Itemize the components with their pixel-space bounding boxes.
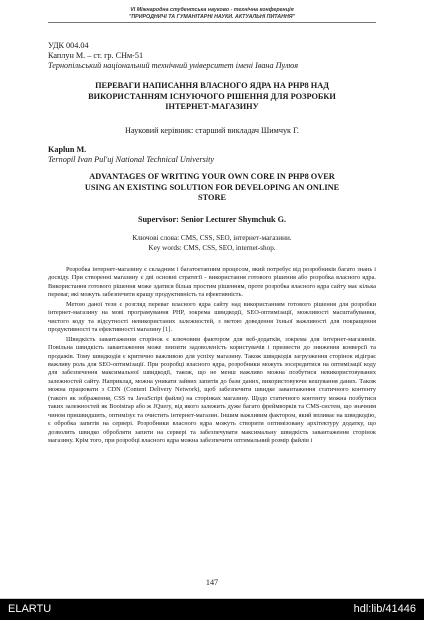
conference-header-line2: "ПРИРОДНИЧІ ТА ГУМАНІТАРНІ НАУКИ. АКТУАЛЬНІ ПИТАННЯ" [128,13,296,20]
article-body [48,266,376,447]
title-ua-line: ВИКОРИСТАННЯМ ІСНУЮЧОГО РІШЕННЯ ДЛЯ РОЗРОБКИ [88,91,336,101]
title-ua-line: ПЕРЕВАГИ НАПИСАННЯ ВЛАСНОГО ЯДРА НА PHP8 НАД [95,81,329,90]
title-en-line: STORE [198,193,226,203]
conference-header [0,7,424,20]
title-ua-line: ІНТЕРНЕТ-МАГАЗИНУ [165,102,259,112]
keywords-ua: Ключові слова: CMS, CSS, SEO, інтернет-магазини. [132,234,292,242]
front-matter-ua [48,41,376,72]
handle-id: hdl:lib/41446 [353,603,416,615]
title-ua [48,81,376,113]
supervisor-ua: Науковий керівник: старший викладач Шимчук Г. [125,126,299,135]
title-en [48,172,376,204]
conference-header-line1: VI Міжнародна студентська науково - технічна конференція [130,7,294,13]
repository-name: ELARTU [8,603,52,615]
page-number: 147 [205,578,219,587]
keywords-en: Key words: CMS, CSS, SEO, internet-shop. [148,244,276,252]
udc-code: УДК 004.04 [48,41,89,50]
body-paragraph: Розробка інтернет-магазину є складним і багатоетапним процесом, який потребує від розробників багато знань і досвіду. При створенні магазину є дві основні стратегії - використання готового рішення або розробка власного ядра. Використання готового рішення може здатися більш простим рішенням, проте розробка власного ядра сайту має кілька переваг, які можуть забезпечити кращу продуктивність та ефективність. [48,266,376,299]
affiliation-ua: Тернопільський національний технічний університет імені Івана Пулюя [48,61,299,71]
title-en-line: USING AN EXISTING SOLUTION FOR DEVELOPING AN ONLINE [84,182,340,192]
header-rule [48,22,376,23]
front-matter-en [48,145,376,165]
author-ua: Каплун М. – ст. гр. СНм-51 [48,51,144,61]
body-paragraph: Метою даної тези є розгляд переваг власного ядра сайту над використанням готового рішення для розробки інтернет-магазину на мові програмування PHP, зокрема швидкодії, SEO-оптимізації, можливості масштабування, чистого коду та відсутності невикористаних залежностей, з метою доведення їхньої важливості для покращення продуктивності та ефективності магазину [1]. [48,300,376,334]
title-en-line: ADVANTAGES OF WRITING YOUR OWN CORE IN PHP8 OVER [89,172,335,181]
body-paragraph: Швидкість завантаження сторінок є ключовим фактором для веб-додатків, зокрема для інтернет-магазинів. Повільна швидкість завантаження може знизити задоволеність користувачів і призвести до зниження конверсії та продажів. Тому швидкодія є критично важливою для успіху магазину. Також швидкодія загрузження сторінок відіграє важливу роль для SEO-оптимізації. При розробці власного ядра, розробники можуть зосередитися на оптимізації коду для забезпечення максимальної швидкодії, також, що не менш важливо можна позбутися невикористовуваних залежностей сайту. Наприклад, можна уникати зайвих запитів до бази даних, використовуючи кешування даних. Також можна працювати з CDN (Content Delivery Network), щоб забезпечити швидке завантаження статичного контенту (такого як зображення, CSS та JavaScript файли) на сторінках магазину. Щодо статичного контенту можна позбутися таких залежностей як Bootstrap або ж JQuery, від якого залежить дуже багато фреймворків та CMS-систем, що значним чином пришвидшить, оптимізує та очистить інтернет-магазин. Іншим важливим фактором, який впливає на швидкодію, є обробка запитів на сервері. Розробники власного ядра можуть створити оптимізовану архітектуру додатку, що дозволить швидко обробляти запити на сервері та забезпечувати максимальну швидкість завантаження сторінок магазину. Крім того, при розробці власного ядра можна забезпечити оптимальний розмір файлів і [48,335,376,445]
affiliation-en: Ternopil Ivan Pul'uj National Technical University [48,155,215,165]
repository-footer-bar [0,599,424,620]
supervisor-en: Supervisor: Senior Lecturer Shymchuk G. [137,215,287,224]
author-en: Kaplun M. [48,145,87,154]
